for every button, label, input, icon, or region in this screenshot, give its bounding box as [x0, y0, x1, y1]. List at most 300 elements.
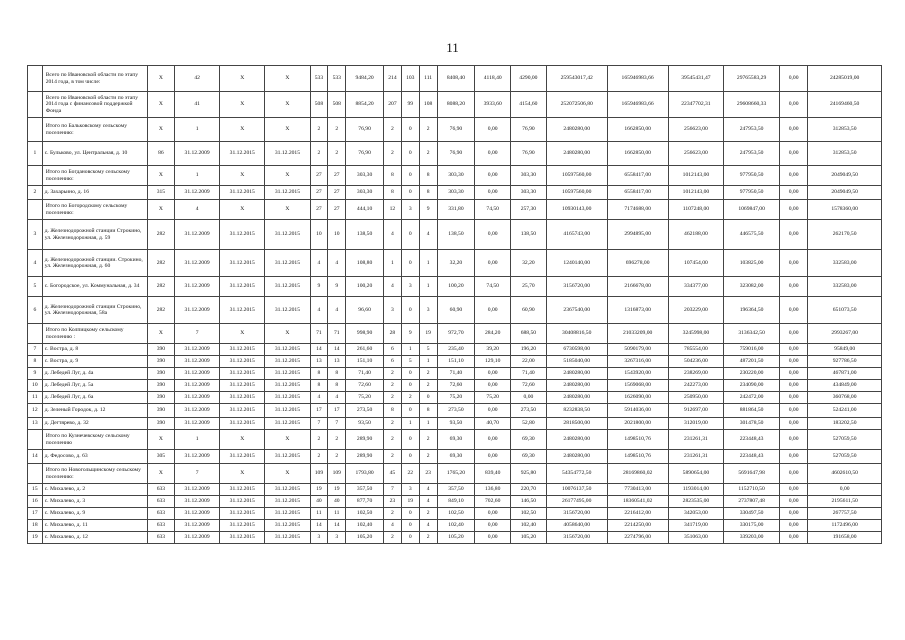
cell-additional-sources: 0,00 [779, 450, 807, 464]
cell-additional-sources: 0,00 [779, 220, 807, 250]
cell-residents-actual: 40 [328, 496, 346, 508]
cell-additional-sources: 0,00 [779, 404, 807, 418]
cell-extra-funding: 24169460,50 [808, 92, 882, 118]
cell-resettled-area-total: 303,30 [437, 186, 475, 200]
cell-row-number [28, 66, 43, 92]
cell-resettled-area-total: 69,30 [437, 430, 475, 450]
cell-residents-actual: 4 [328, 392, 346, 404]
table-row [28, 368, 882, 380]
cell-document-number: 390 [147, 344, 174, 356]
cell-premises-municipal: 111 [419, 66, 437, 92]
cell-area-municipal: 60,90 [511, 297, 547, 324]
cell-premises-municipal: 8 [419, 404, 437, 418]
cell-residents-actual: 13 [328, 356, 346, 368]
cell-area-municipal: 4154,60 [511, 92, 547, 118]
cell-premises-municipal: 2 [419, 142, 437, 166]
cell-recognition-date: 31.12.2009 [175, 250, 220, 277]
cell-premises-total: 4 [384, 220, 402, 250]
cell-additional-sources: 0,00 [779, 496, 807, 508]
cell-premises-municipal: 4 [419, 484, 437, 496]
cell-planned-completion-date: 31.12.2015 [220, 368, 265, 380]
cell-premises-municipal: 2 [419, 380, 437, 392]
cell-additional-sources: 0,00 [779, 418, 807, 430]
cell-additional-sources: 0,00 [779, 92, 807, 118]
cell-regional-budget: 256623,00 [668, 118, 724, 142]
cell-address: Итого по Колпицкому сельскому поселению : [42, 324, 147, 344]
cell-cost-total: 3156720,00 [546, 277, 607, 297]
cell-emergency-area: 1793,80 [346, 464, 384, 484]
cell-emergency-area: 303,30 [346, 166, 384, 186]
table-subtotal-row [28, 464, 882, 484]
cell-document-number: 633 [147, 520, 174, 532]
cell-area-municipal: 72,60 [511, 380, 547, 392]
cell-address: д. Железнодорожной станции Строкино, ул. Железнодорожная, 58а [42, 297, 147, 324]
cell-area-municipal: 4290,00 [511, 66, 547, 92]
cell-residents-actual: 533 [328, 66, 346, 92]
cell-local-budget: 103825,00 [724, 250, 780, 277]
cell-premises-total: 2 [384, 118, 402, 142]
cell-document-number: 282 [147, 220, 174, 250]
cell-address: д. Лебедей Луг, д. 5а [42, 380, 147, 392]
cell-extra-funding: 0,00 [808, 484, 882, 496]
cell-address: д. Захарьино, д. 16 [42, 186, 147, 200]
cell-fund-share: 1498510,76 [607, 450, 668, 464]
cell-planned-completion-date: X [220, 66, 265, 92]
table-subtotal-row [28, 200, 882, 220]
cell-address: Итого по Богородскому сельскому поселению: [42, 200, 147, 220]
cell-regional-budget: 22347702,31 [668, 92, 724, 118]
cell-cost-total: 6730598,00 [546, 344, 607, 356]
cell-area-municipal: 688,50 [511, 324, 547, 344]
cell-premises-private: 1 [401, 344, 419, 356]
cell-regional-budget: 256623,00 [668, 142, 724, 166]
cell-area-municipal: 52,80 [511, 418, 547, 430]
cell-area-private: 75,20 [475, 392, 511, 404]
cell-document-number: X [147, 92, 174, 118]
cell-extra-funding: 183202,50 [808, 418, 882, 430]
cell-emergency-area: 96,60 [346, 297, 384, 324]
cell-local-budget: 977950,50 [724, 166, 780, 186]
cell-premises-total: 2 [384, 392, 402, 404]
cell-premises-municipal: 1 [419, 418, 437, 430]
cell-premises-private: 0 [401, 380, 419, 392]
cell-residents-actual: 8 [328, 368, 346, 380]
table-row [28, 380, 882, 392]
cell-residents-actual: 27 [328, 166, 346, 186]
cell-recognition-date: 31.12.2009 [175, 520, 220, 532]
cell-emergency-area: 105,20 [346, 532, 384, 544]
table-row [28, 392, 882, 404]
cell-emergency-area: 8854,20 [346, 92, 384, 118]
cell-document-number: X [147, 464, 174, 484]
cell-extra-funding: 332583,00 [808, 277, 882, 297]
cell-local-budget: 487201,50 [724, 356, 780, 368]
cell-premises-municipal: 23 [419, 464, 437, 484]
cell-regional-budget: 238269,00 [668, 368, 724, 380]
cell-planned-completion-date: 31.12.2015 [220, 297, 265, 324]
cell-row-number [28, 430, 43, 450]
cell-document-number: X [147, 166, 174, 186]
cell-premises-municipal: 1 [419, 277, 437, 297]
cell-resettled-area-total: 75,20 [437, 392, 475, 404]
cell-address: д. Федосово, д. 63 [42, 450, 147, 464]
cell-premises-private: 0 [401, 142, 419, 166]
cell-planned-completion-date: X [220, 464, 265, 484]
cell-row-number: 9 [28, 368, 43, 380]
cell-premises-total: 207 [384, 92, 402, 118]
cell-address: д. Железнодорожной станции Строкино, ул. Железнодорожная, д. 59 [42, 220, 147, 250]
cell-cost-total: 10076137,50 [546, 484, 607, 496]
cell-address: с. Востра, д. 9 [42, 356, 147, 368]
cell-planned-completion-date: X [220, 324, 265, 344]
cell-additional-sources: 0,00 [779, 356, 807, 368]
cell-residents-planned: 109 [310, 464, 328, 484]
cell-extra-funding: 1578360,00 [808, 200, 882, 220]
cell-planned-demolition-date: 31.12.2015 [265, 484, 310, 496]
cell-address: д. Лебедей Луг, д. 6а [42, 392, 147, 404]
cell-premises-private: 0 [401, 118, 419, 142]
cell-additional-sources: 0,00 [779, 520, 807, 532]
cell-residents-planned: 19 [310, 484, 328, 496]
cell-cost-total: 1240140,00 [546, 250, 607, 277]
cell-row-number: 18 [28, 520, 43, 532]
cell-local-budget: 196364,50 [724, 297, 780, 324]
cell-premises-municipal: 4 [419, 220, 437, 250]
cell-additional-sources: 0,00 [779, 430, 807, 450]
cell-residents-planned: 14 [310, 520, 328, 532]
cell-additional-sources: 0,00 [779, 380, 807, 392]
cell-address: с. Михалево, д. 11 [42, 520, 147, 532]
cell-fund-share: 21033209,00 [607, 324, 668, 344]
cell-fund-share: 1662850,00 [607, 142, 668, 166]
cell-residents-actual: 14 [328, 344, 346, 356]
cell-premises-total: 23 [384, 496, 402, 508]
cell-planned-demolition-date: 31.12.2015 [265, 404, 310, 418]
cell-document-number: X [147, 324, 174, 344]
table-body [28, 66, 882, 544]
cell-premises-municipal: 0 [419, 392, 437, 404]
cell-planned-completion-date: 31.12.2015 [220, 344, 265, 356]
cell-premises-total: 2 [384, 532, 402, 544]
cell-premises-total: 4 [384, 520, 402, 532]
cell-row-number [28, 324, 43, 344]
cell-fund-share: 165946983,66 [607, 92, 668, 118]
cell-residents-actual: 8 [328, 380, 346, 392]
cell-area-private: 0,00 [475, 250, 511, 277]
cell-residents-actual: 2 [328, 450, 346, 464]
cell-additional-sources: 0,00 [779, 277, 807, 297]
cell-planned-demolition-date: 31.12.2015 [265, 380, 310, 392]
cell-premises-municipal: 2 [419, 532, 437, 544]
cell-cost-total: 8232838,50 [546, 404, 607, 418]
cell-local-budget: 1069847,00 [724, 200, 780, 220]
cell-document-number: X [147, 430, 174, 450]
cell-cost-total: 3156720,00 [546, 532, 607, 544]
cell-recognition-date: 31.12.2009 [175, 277, 220, 297]
cell-row-number [28, 92, 43, 118]
cell-additional-sources: 0,00 [779, 66, 807, 92]
cell-residents-planned: 4 [310, 297, 328, 324]
cell-regional-budget: 2823535,00 [668, 496, 724, 508]
cell-address: Всего по Ивановской области по этапу 2014 года, в том числе: [42, 66, 147, 92]
cell-cost-total: 5185040,00 [546, 356, 607, 368]
cell-premises-total: 45 [384, 464, 402, 484]
cell-recognition-date: 42 [175, 66, 220, 92]
cell-additional-sources: 0,00 [779, 186, 807, 200]
cell-document-number: X [147, 200, 174, 220]
cell-resettled-area-total: 138,50 [437, 220, 475, 250]
cell-regional-budget: 912697,00 [668, 404, 724, 418]
cell-fund-share: 3267316,00 [607, 356, 668, 368]
cell-premises-private: 3 [401, 277, 419, 297]
cell-area-private: 0,00 [475, 532, 511, 544]
cell-cost-total: 259543017,42 [546, 66, 607, 92]
cell-premises-municipal: 2 [419, 450, 437, 464]
cell-fund-share: 5090179,00 [607, 344, 668, 356]
cell-additional-sources: 0,00 [779, 392, 807, 404]
cell-address: с. Михалево, д. 12 [42, 532, 147, 544]
cell-planned-demolition-date: X [265, 324, 310, 344]
cell-planned-completion-date: 31.12.2015 [220, 220, 265, 250]
cell-resettled-area-total: 100,20 [437, 277, 475, 297]
cell-extra-funding: 360768,00 [808, 392, 882, 404]
cell-emergency-area: 71,40 [346, 368, 384, 380]
cell-emergency-area: 9484,20 [346, 66, 384, 92]
cell-fund-share: 28169860,02 [607, 464, 668, 484]
cell-row-number: 6 [28, 297, 43, 324]
cell-area-municipal: 273,50 [511, 404, 547, 418]
cell-local-budget: 977950,50 [724, 186, 780, 200]
cell-local-budget: 301478,50 [724, 418, 780, 430]
cell-document-number: 315 [147, 186, 174, 200]
cell-area-private: 40,70 [475, 418, 511, 430]
cell-resettled-area-total: 357,50 [437, 484, 475, 496]
cell-residents-actual: 4 [328, 250, 346, 277]
cell-residents-planned: 2 [310, 430, 328, 450]
cell-row-number: 2 [28, 186, 43, 200]
cell-cost-total: 4058640,00 [546, 520, 607, 532]
cell-area-municipal: 105,20 [511, 532, 547, 544]
cell-planned-completion-date: X [220, 92, 265, 118]
cell-emergency-area: 138,50 [346, 220, 384, 250]
cell-local-budget: 3136342,50 [724, 324, 780, 344]
cell-resettled-area-total: 72,60 [437, 380, 475, 392]
cell-fund-share: 2214250,00 [607, 520, 668, 532]
cell-document-number: 390 [147, 368, 174, 380]
table-subtotal-row [28, 324, 882, 344]
cell-premises-private: 0 [401, 220, 419, 250]
cell-resettled-area-total: 8408,40 [437, 66, 475, 92]
cell-resettled-area-total: 76,90 [437, 142, 475, 166]
cell-area-municipal: 102,50 [511, 508, 547, 520]
cell-resettled-area-total: 105,20 [437, 532, 475, 544]
cell-additional-sources: 0,00 [779, 508, 807, 520]
cell-area-municipal: 22,00 [511, 356, 547, 368]
cell-planned-demolition-date: 31.12.2015 [265, 532, 310, 544]
cell-residents-actual: 109 [328, 464, 346, 484]
cell-fund-share: 6558417,00 [607, 186, 668, 200]
cell-regional-budget: 3245998,00 [668, 324, 724, 344]
cell-premises-private: 0 [401, 520, 419, 532]
cell-cost-total: 2818500,00 [546, 418, 607, 430]
cell-resettled-area-total: 60,90 [437, 297, 475, 324]
cell-area-private: 136,80 [475, 484, 511, 496]
cell-regional-budget: 231261,31 [668, 450, 724, 464]
cell-cost-total: 4165743,00 [546, 220, 607, 250]
cell-area-private: 0,00 [475, 118, 511, 142]
cell-residents-actual: 10 [328, 220, 346, 250]
cell-row-number [28, 166, 43, 186]
cell-premises-municipal: 3 [419, 297, 437, 324]
cell-regional-budget: 231261,31 [668, 430, 724, 450]
cell-premises-municipal: 2 [419, 118, 437, 142]
cell-planned-completion-date: 31.12.2015 [220, 418, 265, 430]
cell-area-municipal: 196,20 [511, 344, 547, 356]
cell-extra-funding: 434849,00 [808, 380, 882, 392]
cell-recognition-date: 31.12.2009 [175, 418, 220, 430]
cell-planned-completion-date: 31.12.2015 [220, 356, 265, 368]
cell-premises-total: 2 [384, 418, 402, 430]
cell-extra-funding: 2049049,50 [808, 166, 882, 186]
cell-regional-budget: 1193014,00 [668, 484, 724, 496]
cell-cost-total: 54354772,50 [546, 464, 607, 484]
cell-cost-total: 26177495,00 [546, 496, 607, 508]
cell-resettled-area-total: 303,30 [437, 166, 475, 186]
cell-premises-total: 1 [384, 250, 402, 277]
table-row [28, 404, 882, 418]
cell-premises-private: 3 [401, 200, 419, 220]
cell-planned-completion-date: 31.12.2015 [220, 508, 265, 520]
cell-planned-completion-date: 31.12.2015 [220, 380, 265, 392]
cell-resettled-area-total: 849,10 [437, 496, 475, 508]
cell-planned-completion-date: 31.12.2015 [220, 277, 265, 297]
cell-regional-budget: 107454,00 [668, 250, 724, 277]
cell-residents-planned: 533 [310, 66, 328, 92]
cell-local-budget: 339203,00 [724, 532, 780, 544]
table-row [28, 186, 882, 200]
cell-document-number: 633 [147, 508, 174, 520]
cell-area-municipal: 925,80 [511, 464, 547, 484]
cell-local-budget: 881864,50 [724, 404, 780, 418]
cell-cost-total: 2480280,00 [546, 392, 607, 404]
table-row [28, 356, 882, 368]
cell-planned-completion-date: 31.12.2015 [220, 186, 265, 200]
cell-fund-share: 5914036,00 [607, 404, 668, 418]
cell-local-budget: 29608660,33 [724, 92, 780, 118]
cell-planned-completion-date: 31.12.2015 [220, 450, 265, 464]
cell-cost-total: 252072506,80 [546, 92, 607, 118]
cell-planned-demolition-date: 31.12.2015 [265, 142, 310, 166]
cell-area-private: 0,00 [475, 508, 511, 520]
table-subtotal-row [28, 66, 882, 92]
cell-document-number: 390 [147, 404, 174, 418]
cell-area-private: 0,00 [475, 404, 511, 418]
cell-area-private: 0,00 [475, 186, 511, 200]
cell-recognition-date: 1 [175, 166, 220, 186]
cell-recognition-date: 1 [175, 118, 220, 142]
cell-additional-sources: 0,00 [779, 142, 807, 166]
cell-residents-planned: 2 [310, 118, 328, 142]
cell-premises-private: 0 [401, 368, 419, 380]
cell-area-municipal: 138,50 [511, 220, 547, 250]
cell-cost-total: 2480280,00 [546, 142, 607, 166]
cell-emergency-area: 75,20 [346, 392, 384, 404]
cell-row-number: 13 [28, 418, 43, 430]
cell-additional-sources: 0,00 [779, 250, 807, 277]
cell-cost-total: 2480280,00 [546, 368, 607, 380]
cell-recognition-date: 31.12.2009 [175, 220, 220, 250]
cell-row-number: 10 [28, 380, 43, 392]
cell-resettled-area-total: 102,40 [437, 520, 475, 532]
cell-area-municipal: 257,30 [511, 200, 547, 220]
cell-residents-planned: 10 [310, 220, 328, 250]
cell-planned-completion-date: X [220, 430, 265, 450]
cell-planned-demolition-date: X [265, 66, 310, 92]
cell-extra-funding: 332583,00 [808, 250, 882, 277]
cell-address: Итого по Бальковскому сельскому поселению: [42, 118, 147, 142]
cell-additional-sources: 0,00 [779, 118, 807, 142]
cell-local-budget: 759016,00 [724, 344, 780, 356]
cell-row-number: 14 [28, 450, 43, 464]
cell-address: д. Лебедей Луг, д. 4а [42, 368, 147, 380]
cell-planned-demolition-date: 31.12.2015 [265, 368, 310, 380]
cell-residents-actual: 9 [328, 277, 346, 297]
cell-area-private: 74,50 [475, 277, 511, 297]
cell-fund-share: 7174688,00 [607, 200, 668, 220]
cell-premises-total: 2 [384, 380, 402, 392]
cell-area-private: 0,00 [475, 142, 511, 166]
cell-area-private: 702,60 [475, 496, 511, 508]
cell-emergency-area: 102,50 [346, 508, 384, 520]
cell-area-private: 0,00 [475, 450, 511, 464]
cell-residents-planned: 8 [310, 368, 328, 380]
cell-recognition-date: 31.12.2009 [175, 380, 220, 392]
cell-premises-private: 0 [401, 297, 419, 324]
cell-resettled-area-total: 32,20 [437, 250, 475, 277]
cell-planned-demolition-date: 31.12.2015 [265, 297, 310, 324]
cell-residents-planned: 4 [310, 250, 328, 277]
cell-local-budget: 446575,50 [724, 220, 780, 250]
cell-fund-share: 2216412,00 [607, 508, 668, 520]
cell-row-number [28, 464, 43, 484]
cell-premises-municipal: 5 [419, 344, 437, 356]
cell-additional-sources: 0,00 [779, 297, 807, 324]
cell-premises-private: 0 [401, 430, 419, 450]
cell-planned-demolition-date: 31.12.2015 [265, 496, 310, 508]
cell-residents-planned: 17 [310, 404, 328, 418]
cell-planned-demolition-date: 31.12.2015 [265, 344, 310, 356]
cell-regional-budget: 39545431,47 [668, 66, 724, 92]
cell-row-number [28, 118, 43, 142]
cell-additional-sources: 0,00 [779, 324, 807, 344]
cell-local-budget: 234090,00 [724, 380, 780, 392]
table-row [28, 520, 882, 532]
cell-cost-total: 10597560,00 [546, 186, 607, 200]
cell-emergency-area: 76,90 [346, 142, 384, 166]
cell-fund-share: 2994895,00 [607, 220, 668, 250]
cell-area-private: 0,00 [475, 520, 511, 532]
cell-address: с. Михалево, д. 2 [42, 484, 147, 496]
cell-area-private: 0,00 [475, 380, 511, 392]
cell-address: с. Михалево, д. 3 [42, 496, 147, 508]
cell-premises-municipal: 1 [419, 356, 437, 368]
cell-recognition-date: 1 [175, 430, 220, 450]
cell-planned-completion-date: X [220, 200, 265, 220]
cell-premises-private: 99 [401, 92, 419, 118]
cell-extra-funding: 651073,50 [808, 297, 882, 324]
cell-recognition-date: 31.12.2009 [175, 142, 220, 166]
table-row [28, 344, 882, 356]
